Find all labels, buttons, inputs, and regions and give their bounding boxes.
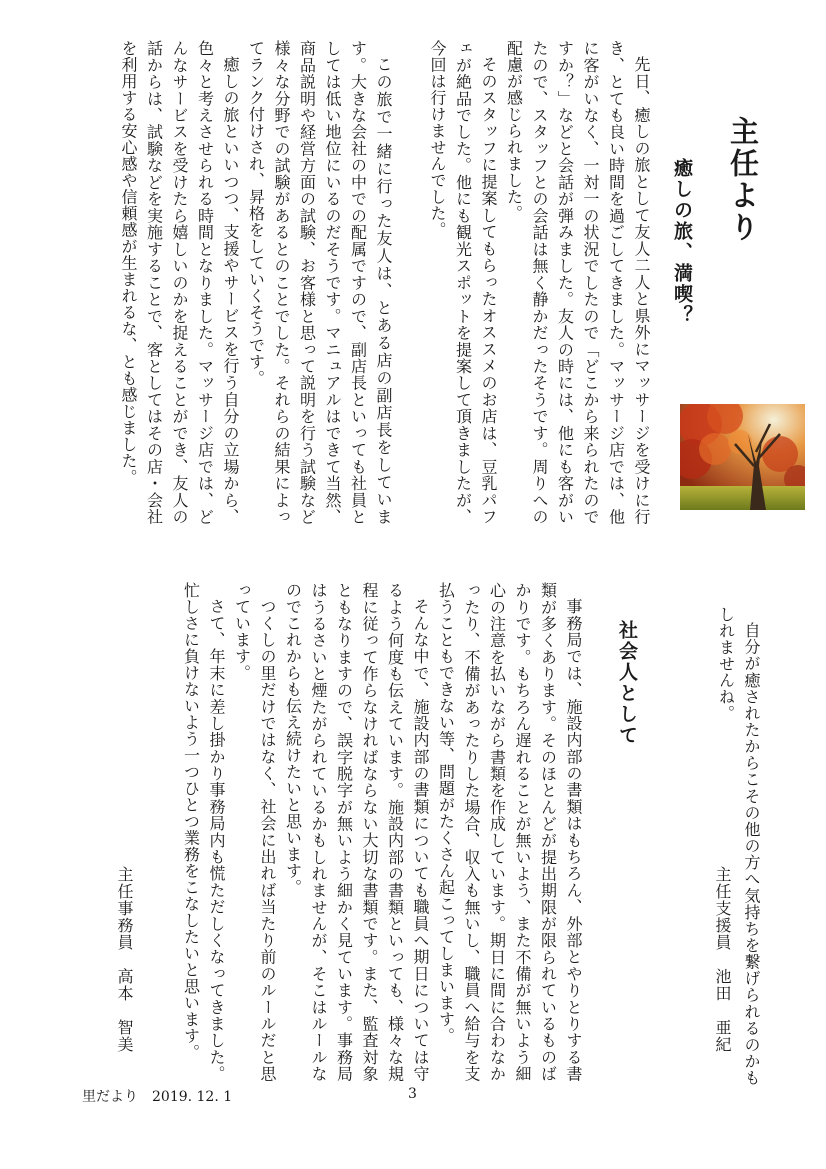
article1-column-2: [86, 40, 396, 525]
author-signature-ikeda: 主任支援員 池田 亜紀: [713, 866, 732, 1053]
section2-paragraph-4: さて、年末に差し掛かり事務局内も慌ただしくなってきました。忙しさに負けないよう一つひとつ業務をこなしたいと思います。: [181, 582, 226, 1082]
article1-paragraph-3: この旅で一緒に行った友人は、とある店の副店長をしています。大きな会社の中での配属ですので、副店長といっても社員としては低い地位にいるのだそうです。マニュアルはできて当然、商品説明や経営方面の試験、お客様と思って説明を行う試験など様々な分野での試験があるとのことでした。それらの結果によってランク付けされ、昇格をしていくそうです。: [246, 40, 393, 525]
autumn-maple-tree-photo: [680, 404, 805, 510]
article1-paragraph-1: 先日、癒しの旅として友人二人と県外にマッサージを受けに行き、とても良い時間を過ごしてきました。マッサージ店では、他に客がいなく、一対一の状況でしたので「どこから来られたのですか？」などと会話が弾みました。友人の時には、他にも客がいたので、スタッフとの会話は無く静かだったそうです。周りへの配慮が感じられました。: [504, 40, 651, 525]
page-number: 3: [408, 1086, 417, 1102]
section2-paragraph-1: 事務局では、施設内部の書類はもちろん、外部とやりとりする書類が多くあります。そのほとんどが提出期限が限られているものばかりです。もちろん遅れることが無いよう、また不備が無いよう細心の注意を払いながら書類を作成しています。期日に間に合わなかったり、不備があったりした場合、収入も無いし、職員へ給与を支払うこともできない等、問題がたくさん起こってしまいます。: [436, 582, 583, 1082]
page-title: 主任より: [726, 116, 760, 244]
section2-paragraph-2: そんな中で、施設内部の書類についても職員へ期日については守るよう何度も伝えています。施設内部の書類といっても、様々な規程に従って作らなければならない大切な書類です。また、監査対象ともなりますので、誤字脱字が無いよう細かく見ています。事務局はうるさいと煙たがられているかもしれませんが、そこはルールなのでこれからも伝え続けたいと思います。: [283, 582, 430, 1082]
article-subtitle: 癒しの旅、満喫？: [671, 158, 693, 326]
author-signature-takamoto: 主任事務員 高本 智美: [115, 866, 134, 1053]
section2-paragraph-3: つくしの里だけではなく、社会に出れば当たり前のルールだと思っています。: [232, 582, 277, 1082]
article1-paragraph-2: そのスタッフに提案してもらったオススメのお店は、豆乳パフェが絶品でした。他にも観光スポットを提案して頂きましたが、今回は行けませんでした。: [428, 40, 498, 525]
article1-paragraph-4: 癒しの旅といいつつ、支援やサービスを行う自分の立場から、色々と考えさせられる時間となりました。マッサージ店では、どんなサービスを受けたら嬉しいのかを捉えることができ、友人の話からは、試験などを実施することで、客としてはその店・会社を利用する安心感や信頼感が生まれるな、とも感じました。: [119, 40, 240, 525]
section2-column-1: [146, 582, 586, 1082]
article1-paragraph-5: 自分が癒されたからこその他の方へ気持ちを繋げられるのかもしれませんね。: [716, 606, 761, 1086]
section-heading: 社会人として: [616, 620, 638, 746]
publication-footer: 里だより 2019. 12. 1: [82, 1089, 233, 1105]
